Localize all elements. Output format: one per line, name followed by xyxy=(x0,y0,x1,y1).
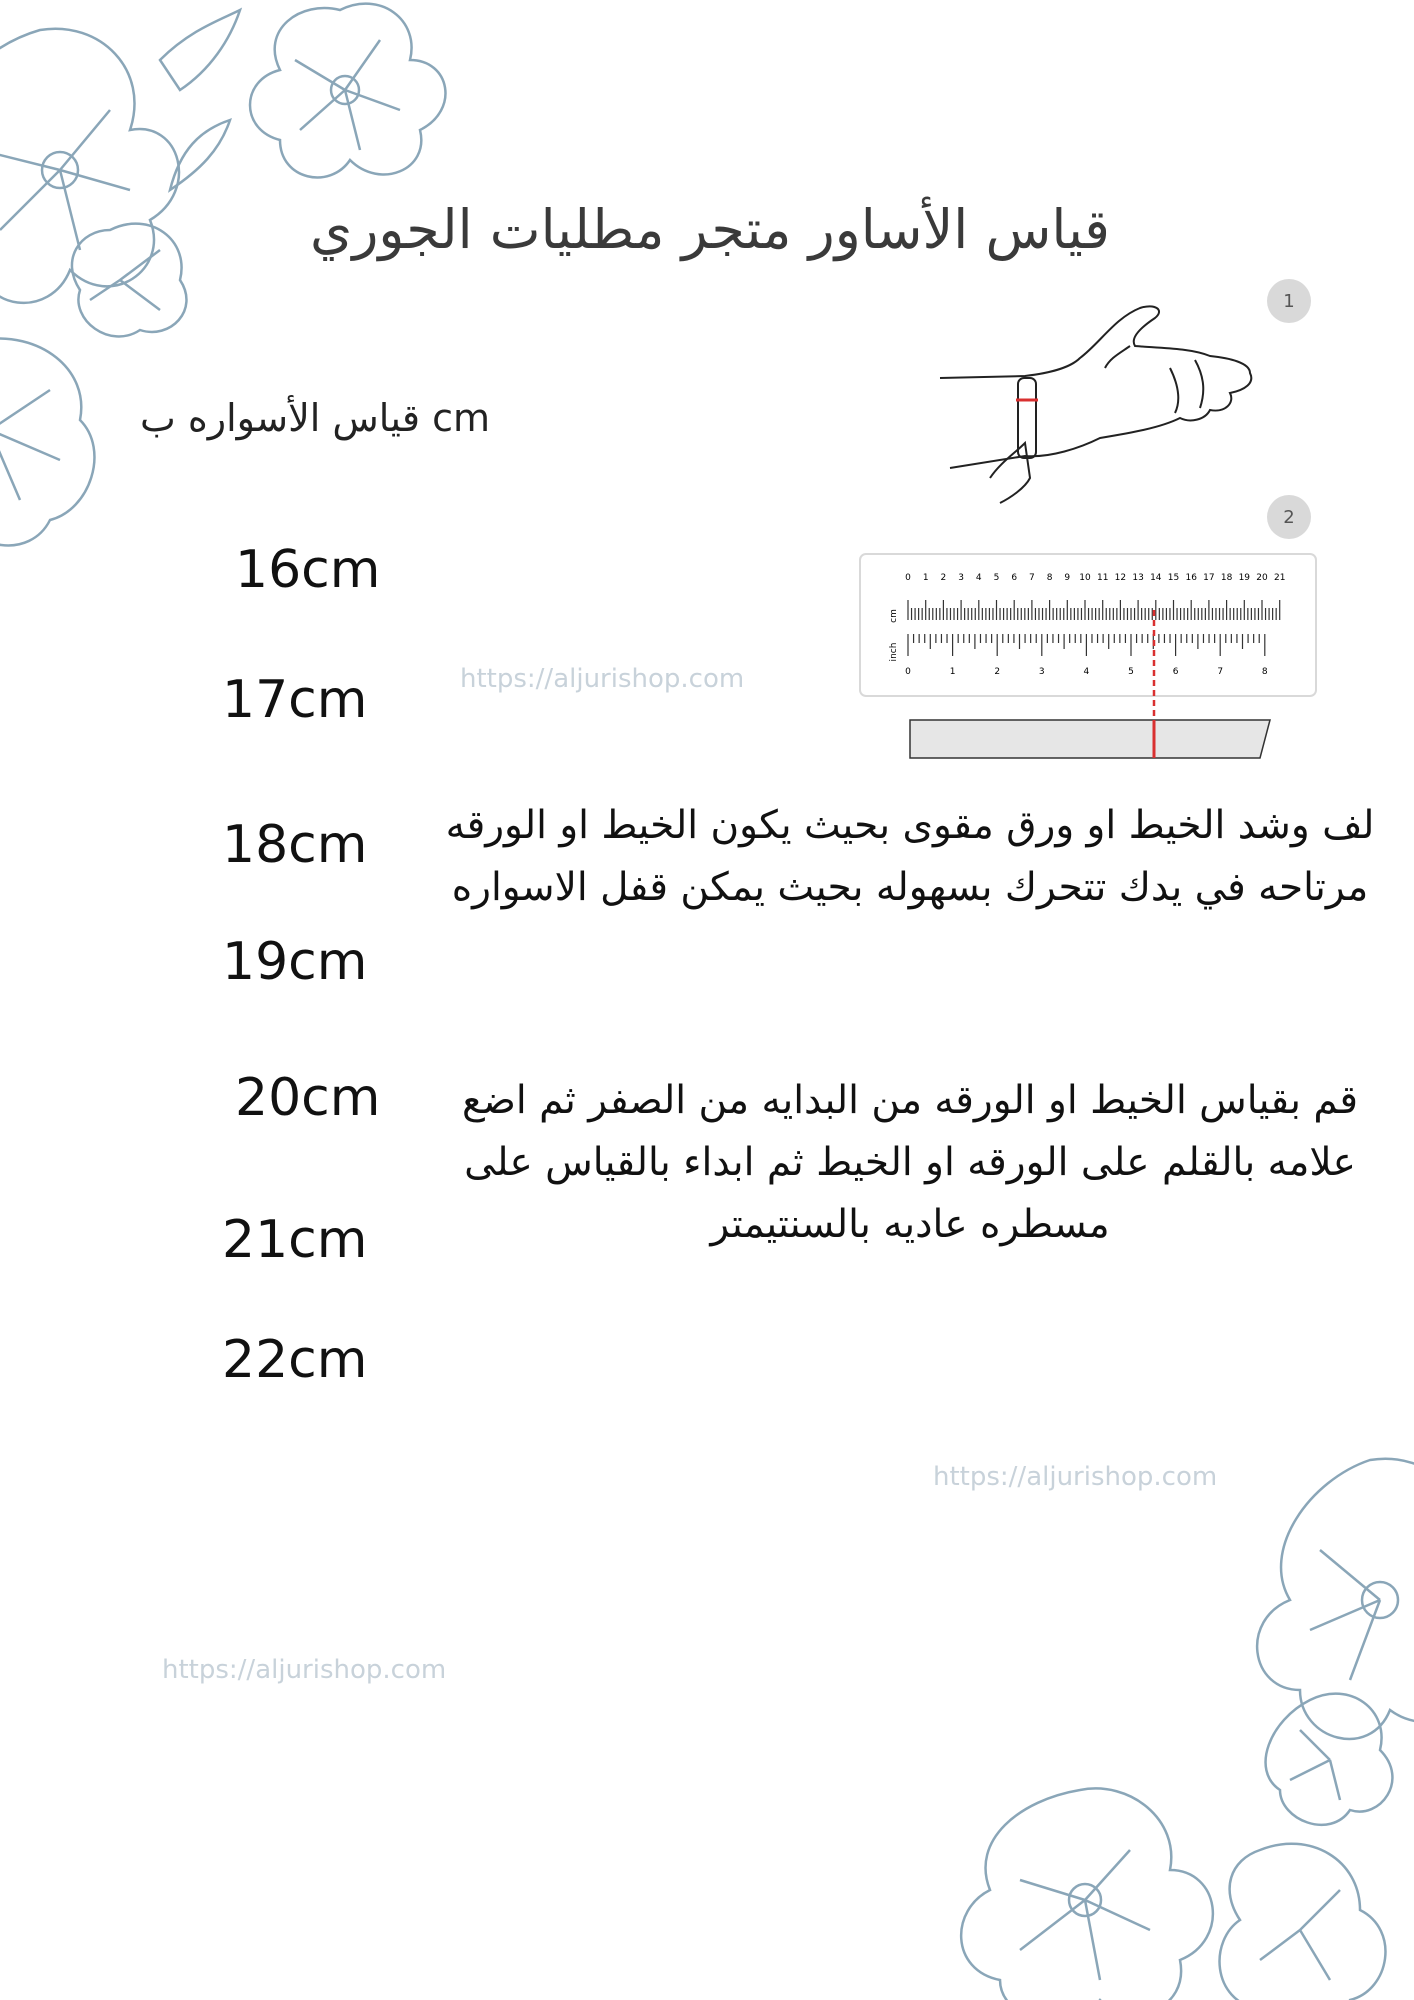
instruction-wrap: لف وشد الخيط او ورق مقوى بحيث يكون الخيط او الورقه مرتاحه في يدك تتحرك بسهوله بحيث يمكن قفل الاسواره xyxy=(445,803,1375,910)
ruler-inch-tick-label: 0 xyxy=(905,667,911,677)
ruler-cm-tick-label: 16 xyxy=(1185,573,1197,583)
size-19cm: 19cm xyxy=(222,932,368,992)
ruler-cm-tick-label: 4 xyxy=(975,573,982,583)
ruler-inch-tick-label: 5 xyxy=(1128,667,1134,677)
step-2-badge xyxy=(1266,494,1312,540)
ruler-cm-tick-label: 2 xyxy=(940,573,947,583)
watermark-url: https://aljurishop.com xyxy=(162,1655,447,1685)
ruler-inch-tick-label: 4 xyxy=(1083,667,1090,677)
instruction-measure: قم بقياس الخيط او الورقه من البدايه من الصفر ثم اضع علامه بالقلم على الورقه او الخيط ثم ابداء بالقياس على مسطره عاديه بالسنتيمتر xyxy=(461,1078,1359,1247)
ruler-inch-tick-label: 7 xyxy=(1217,667,1224,677)
ruler-cm-tick-label: 1 xyxy=(922,573,929,583)
ruler-inch-tick-label: 2 xyxy=(994,667,1001,677)
wrist-measure-illustration xyxy=(930,298,1260,508)
ruler-cm-tick-label: 14 xyxy=(1150,573,1162,583)
ruler-cm-tick-label: 11 xyxy=(1096,573,1109,583)
ruler-inch-tick-label: 1 xyxy=(949,667,956,677)
ruler-cm-tick-label: 19 xyxy=(1238,573,1251,583)
svg-text:2: 2 xyxy=(1283,507,1295,528)
watermark-url: https://aljurishop.com xyxy=(933,1462,1218,1492)
step-1-badge xyxy=(1266,278,1312,324)
ruler-cm-tick-label: 0 xyxy=(905,573,911,583)
paper-strip xyxy=(910,720,1270,758)
ruler-inch-tick-label: 3 xyxy=(1038,667,1045,677)
ruler-illustration xyxy=(858,552,1320,762)
ruler-cm-tick-label: 21 xyxy=(1273,573,1286,583)
size-22cm: 22cm xyxy=(222,1330,368,1390)
ruler-cm-tick-label: 18 xyxy=(1220,573,1233,583)
page-title: قياس الأساور متجر مطليات الجوري xyxy=(310,198,1110,261)
ruler-cm-tick-label: 15 xyxy=(1167,573,1180,583)
size-16cm: 16cm xyxy=(235,540,381,600)
ruler-cm-tick-label: 10 xyxy=(1079,573,1091,583)
ruler-cm-tick-label: 20 xyxy=(1256,573,1268,583)
svg-text:1: 1 xyxy=(1283,291,1295,312)
ruler-cm-tick-label: 13 xyxy=(1132,573,1144,583)
ruler-cm-tick-label: 5 xyxy=(993,573,1000,583)
ruler-cm-tick-label: 9 xyxy=(1064,573,1071,583)
sizes-header: قياس الأسواره ب cm xyxy=(139,396,491,440)
ruler-cm-label: cm xyxy=(889,609,899,623)
size-17cm: 17cm xyxy=(222,670,368,730)
ruler-cm-tick-label: 6 xyxy=(1011,573,1018,583)
ruler-cm-tick-label: 7 xyxy=(1029,573,1035,583)
watermark-url: https://aljurishop.com xyxy=(460,664,745,694)
ruler-inch-tick-label: 8 xyxy=(1261,667,1268,677)
size-21cm: 21cm xyxy=(222,1210,368,1270)
ruler-cm-tick-label: 17 xyxy=(1203,573,1215,583)
ruler-cm-tick-label: 8 xyxy=(1046,573,1053,583)
size-18cm: 18cm xyxy=(222,815,368,875)
ruler-inch-label: inch xyxy=(889,642,899,662)
ruler-cm-tick-label: 3 xyxy=(958,573,964,583)
ruler-inch-tick-label: 6 xyxy=(1172,667,1179,677)
size-20cm: 20cm xyxy=(235,1068,381,1128)
ruler-cm-tick-label: 12 xyxy=(1114,573,1127,583)
